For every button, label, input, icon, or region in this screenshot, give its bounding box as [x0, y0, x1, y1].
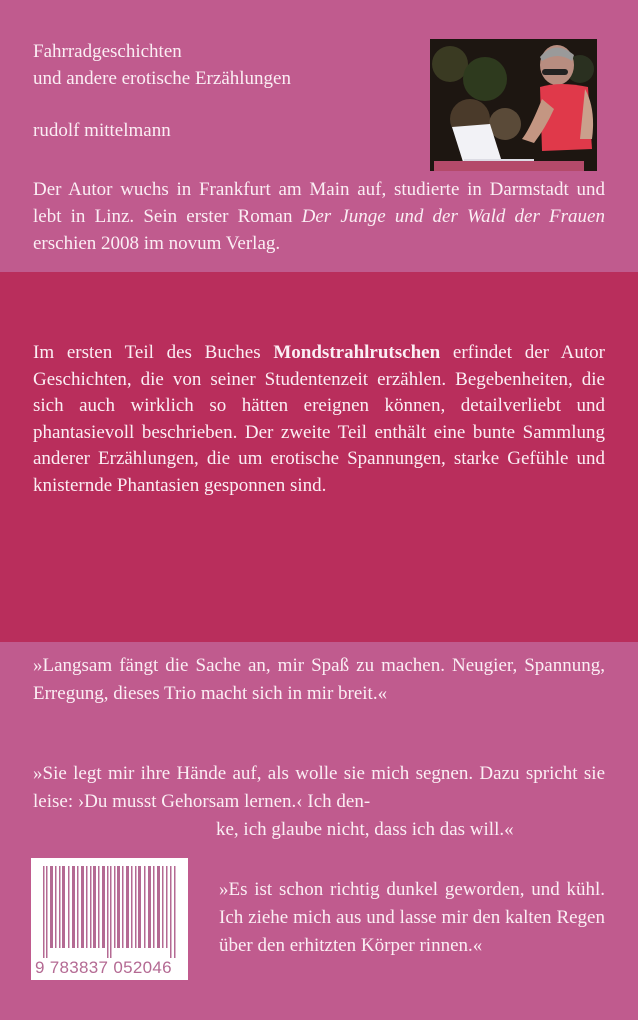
author-photo: [430, 39, 597, 171]
bio-text-2: erschien 2008 im novum Verlag.: [33, 233, 281, 254]
book-description: [33, 340, 605, 499]
description-text-2: erfindet der Autor Geschichten, die von seiner Studentenzeit erzählen. Begebenheiten, die sich auch wirklich so hätten ereignen können, detailverliebt und phantasievoll beschrieben. Der zweite Teil enthält eine bunte Sammlung anderer Erzählungen, die um erotische Spannungen, starke Gefühle und knisternde Phantasien gesponnen sind.: [33, 342, 605, 496]
quote-1: »Langsam fängt die Sache an, mir Spaß zu machen. Neugier, Spannung, Erregung, dieses Trio macht sich in mir breit.«: [33, 655, 605, 704]
quote-2-main: »Sie legt mir ihre Hände auf, als wolle sie mich segnen. Dazu spricht sie leise: ›Du musst Gehorsam lernen.‹ Ich den-: [33, 763, 605, 812]
isbn-barcode: [31, 858, 188, 980]
book-title: [33, 38, 291, 92]
barcode-bars: [41, 866, 178, 958]
quote-3: »Es ist schon richtig dunkel geworden, und kühl. Ich ziehe mich aus und lasse mir den kalten Regen über den erhitzten Körper rinnen.«: [219, 879, 605, 956]
quote-2-last-line: ke, ich glaube nicht, dass ich das will.«: [216, 819, 514, 840]
bio-novel-title: Der Junge und der Wald der Frauen: [301, 206, 605, 227]
author-name: rudolf mittelmann: [33, 120, 171, 141]
quote-2: [33, 760, 605, 844]
description-text-1: Im ersten Teil des Buches: [33, 342, 274, 363]
description-part-title: Mondstrahlrutschen: [273, 342, 441, 363]
isbn-number: 9 783837 052046: [35, 958, 172, 977]
title-line-2: und andere erotische Erzählungen: [33, 68, 291, 89]
author-photo-illustration: [430, 39, 597, 171]
bio-text-1: Der Autor wuchs in Frankfurt am Main auf, studierte in Darmstadt und lebt in Linz. Sein erster Roman: [33, 179, 605, 227]
author-bio: [33, 176, 605, 257]
title-line-1: Fahrradgeschichten: [33, 41, 182, 62]
